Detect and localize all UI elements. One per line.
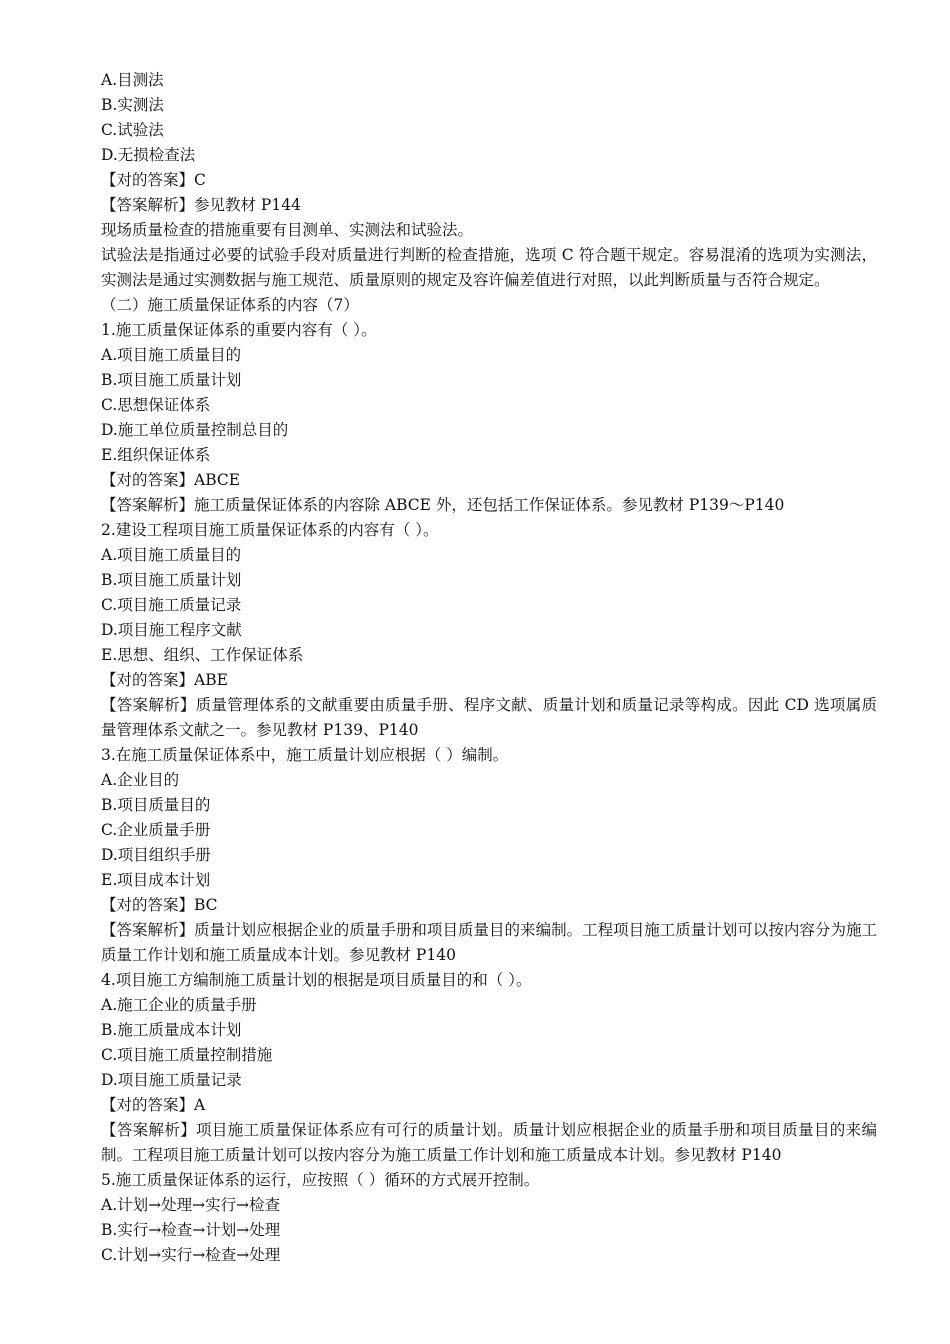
text-line: A.企业目的 [101,771,180,789]
text-line: C.思想保证体系 [101,396,211,414]
text-line: 5.施工质量保证体系的运行，应按照（ ）循环的方式展开控制。 [101,1171,540,1189]
text-line: C.项目施工质量控制措施 [101,1046,273,1064]
text-line: 现场质量检查的措施重要有目测单、实测法和试验法。 [101,221,474,239]
text-line: C.计划→实行→检查→处理 [101,1246,281,1264]
text-line: B.实测法 [101,96,164,114]
text-line: B.施工质量成本计划 [101,1021,242,1039]
text-line: 1.施工质量保证体系的重要内容有（ ）。 [101,321,377,339]
text-line: B.实行→检查→计划→处理 [101,1221,281,1239]
text-line: B.项目施工质量计划 [101,571,242,589]
text-line: E.思想、组织、工作保证体系 [101,646,304,664]
text-line: D.无损检查法 [101,146,196,164]
text-line: B.项目质量目的 [101,796,211,814]
text-line: （二）施工质量保证体系的内容（7） [101,296,359,314]
text-paragraph: 试验法是指通过必要的试验手段对质量进行判断的检查措施，选项 C 符合题干规定。容易混淆的选项为实测法，实测法是通过实测数据与施工规范、质量原则的规定及容许偏差值进行对照，以此判断质量与否符合规定。 [101,246,877,289]
text-line: C.试验法 [101,121,164,139]
text-line: A.计划→处理→实行→检查 [101,1196,281,1214]
text-line: A.项目施工质量目的 [101,346,242,364]
text-line: 2.建设工程项目施工质量保证体系的内容有（ ）。 [101,521,439,539]
text-line: D.项目施工程序文献 [101,621,242,639]
text-paragraph: 【答案解析】项目施工质量保证体系应有可行的质量计划。质量计划应根据企业的质量手册和项目质量目的来编制。工程项目施工质量计划可以按内容分为施工质量工作计划和施工质量成本计划。参见教材 P140 [101,1121,877,1164]
text-line: A.项目施工质量目的 [101,546,242,564]
text-line: D.项目施工质量记录 [101,1071,242,1089]
text-paragraph: 【答案解析】质量计划应根据企业的质量手册和项目质量目的来编制。工程项目施工质量计划可以按内容分为施工质量工作计划和施工质量成本计划。参见教材 P140 [101,921,877,964]
text-line: 3.在施工质量保证体系中，施工质量计划应根据（ ）编制。 [101,746,509,764]
text-line: C.企业质量手册 [101,821,211,839]
text-line: 【对的答案】BC [101,896,218,914]
text-line: D.项目组织手册 [101,846,211,864]
text-line: D.施工单位质量控制总目的 [101,421,289,439]
text-line: E.项目成本计划 [101,871,211,889]
document-body [101,68,877,1268]
text-line: 【对的答案】C [101,171,206,189]
text-line: 【对的答案】ABCE [101,471,241,489]
text-line: A.目测法 [101,71,164,89]
text-line: A.施工企业的质量手册 [101,996,257,1014]
text-line: C.项目施工质量记录 [101,596,242,614]
text-line: E.组织保证体系 [101,446,211,464]
text-line: 【答案解析】施工质量保证体系的内容除 ABCE 外，还包括工作保证体系。参见教材 P139～P140 [101,496,785,514]
text-line: 【对的答案】ABE [101,671,228,689]
text-line: 【答案解析】参见教材 P144 [101,196,301,214]
text-paragraph: 【答案解析】质量管理体系的文献重要由质量手册、程序文献、质量计划和质量记录等构成。因此 CD 选项属质量管理体系文献之一。参见教材 P139、P140 [101,696,877,739]
text-line: 4.项目施工方编制施工质量计划的根据是项目质量目的和（ ）。 [101,971,532,989]
text-line: B.项目施工质量计划 [101,371,242,389]
text-line: 【对的答案】A [101,1096,206,1114]
